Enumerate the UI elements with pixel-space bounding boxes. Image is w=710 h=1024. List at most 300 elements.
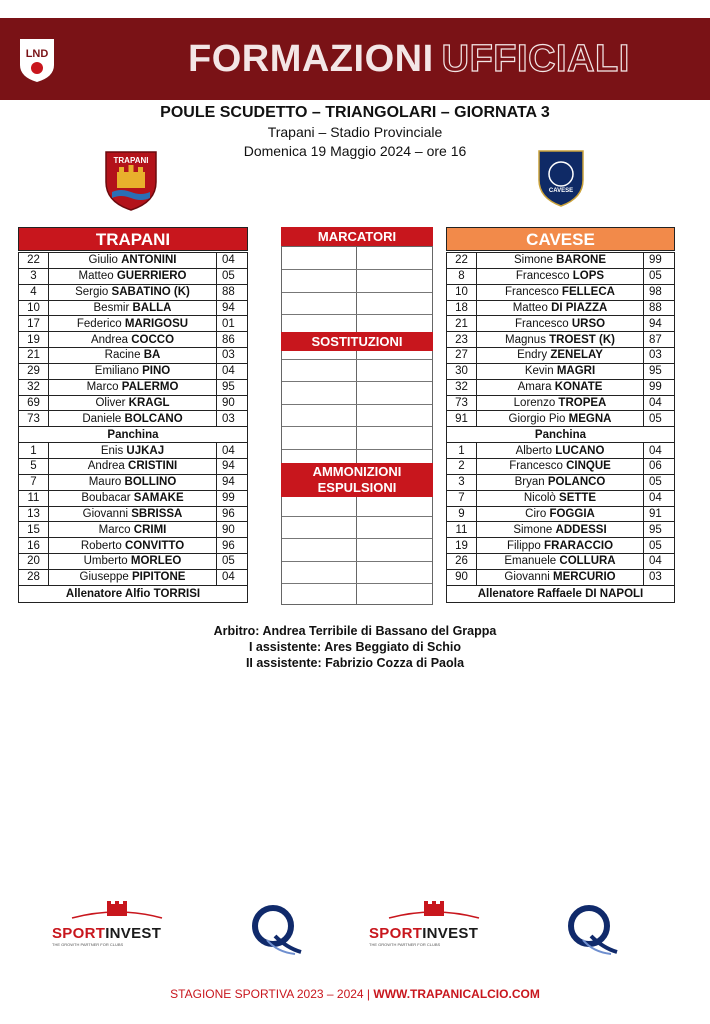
player-name [49,268,217,284]
away-bench-row [447,490,675,506]
player-name [49,395,217,411]
sportinvest-tagline-1: THE GROWTH PARTNER FOR CLUBS [52,942,124,947]
player-number: 19 [447,538,477,554]
player-last-name: SBRISSA [131,507,183,520]
player-code: 88 [644,300,675,316]
events-grid-line [282,426,432,427]
home-team-header: TRAPANI [18,227,248,251]
away-starters-row [447,300,675,316]
player-last-name: POLANCO [547,476,606,489]
player-code: 05 [644,474,675,490]
player-code: 88 [217,284,248,300]
player-code: 05 [644,268,675,284]
player-name [49,363,217,379]
player-code: 04 [644,443,675,459]
player-name [49,332,217,348]
player-last-name: ANTONINI [121,254,177,267]
away-bench-row [447,522,675,538]
player-number: 1 [447,443,477,459]
away-bench-row [447,443,675,459]
player-last-name: UJKAJ [126,444,165,457]
player-code: 99 [644,379,675,395]
player-first-name: Racine [104,349,141,362]
player-last-name: TROPEA [558,397,607,410]
player-number: 5 [19,458,49,474]
bench-label: Panchina [447,427,675,443]
player-number: 21 [19,348,49,364]
away-starters-row [447,379,675,395]
events-grid-line [282,314,432,315]
home-starters-row [19,253,248,269]
player-first-name: Daniele [82,412,122,425]
player-first-name: Enis [100,444,124,457]
home-bench-row [19,506,248,522]
player-number: 29 [19,363,49,379]
player-number: 69 [19,395,49,411]
cavese-crest [536,148,586,208]
player-number: 9 [447,506,477,522]
trapani-crest [102,148,160,212]
player-first-name: Federico [76,317,122,330]
player-code: 90 [217,522,248,538]
player-first-name: Ciro [525,507,547,520]
home-coach-row [19,585,248,602]
player-number: 1 [19,443,49,459]
player-code: 03 [217,411,248,427]
player-number: 18 [447,300,477,316]
away-bench-row [447,458,675,474]
player-code: 04 [217,569,248,585]
player-name [49,443,217,459]
player-name [49,284,217,300]
player-first-name: Francesco [514,317,569,330]
player-first-name: Marco [86,381,119,394]
player-name [477,379,644,395]
player-code: 03 [644,348,675,364]
player-number: 21 [447,316,477,332]
player-code: 86 [217,332,248,348]
player-last-name: MERCURIO [552,571,616,584]
player-number: 10 [447,284,477,300]
player-name [477,474,644,490]
player-code: 03 [217,348,248,364]
player-code: 98 [644,284,675,300]
player-code: 04 [644,490,675,506]
player-number: 91 [447,411,477,427]
player-last-name: TROEST (K) [549,333,615,346]
player-name [477,538,644,554]
away-starters-row [447,411,675,427]
player-first-name: Filippo [506,539,541,552]
player-last-name: ADDESSI [555,523,607,536]
player-name [477,284,644,300]
events-grid-line [282,583,432,584]
player-first-name: Matteo [78,270,114,283]
player-number: 2 [447,458,477,474]
footer-season: STAGIONE SPORTIVA 2023 – 2024 | [170,987,374,1001]
player-first-name: Sergio [75,286,109,299]
player-name [477,522,644,538]
player-name [49,538,217,554]
match-datetime: Domenica 19 Maggio 2024 – ore 16 [243,143,467,159]
player-last-name: DI PIAZZA [551,301,608,314]
player-first-name: Giovanni [82,507,129,520]
player-first-name: Giulio [88,254,118,267]
events-grid-line [282,449,432,450]
player-number: 19 [19,332,49,348]
player-number: 17 [19,316,49,332]
home-bench-row [19,522,248,538]
player-last-name: KRAGL [128,397,170,410]
player-code: 94 [644,316,675,332]
home-bench-row [19,458,248,474]
player-code: 95 [644,522,675,538]
events-grid-line [282,292,432,293]
player-name [477,268,644,284]
player-first-name: Matteo [512,301,548,314]
home-bench-header-row [19,427,248,443]
player-code: 05 [644,538,675,554]
away-bench-row [447,506,675,522]
away-bench-row [447,474,675,490]
player-code: 95 [644,363,675,379]
player-number: 73 [19,411,49,427]
player-code: 91 [644,506,675,522]
player-number: 3 [19,268,49,284]
player-number: 26 [447,554,477,570]
player-name [477,348,644,364]
player-number: 11 [19,490,49,506]
header-banner [0,18,710,100]
player-code: 05 [644,411,675,427]
player-number: 32 [447,379,477,395]
player-last-name: PINO [142,365,171,378]
player-name [477,363,644,379]
player-code: 94 [217,474,248,490]
substitutions-label: SOSTITUZIONI [281,332,433,351]
player-first-name: Magnus [505,333,546,346]
player-last-name: CRISTINI [128,460,178,473]
player-last-name: FELLECA [561,286,615,299]
home-starters-row [19,411,248,427]
away-starters-row [447,284,675,300]
player-name [477,253,644,269]
home-bench-row [19,490,248,506]
player-last-name: PIPITONE [131,571,186,584]
lnd-logo [16,37,58,83]
footer [0,987,710,1001]
scorers-label: MARCATORI [281,227,433,246]
away-starters-row [447,316,675,332]
away-bench-row [447,569,675,585]
player-code: 05 [217,554,248,570]
player-number: 10 [19,300,49,316]
player-first-name: Emiliano [94,365,139,378]
player-number: 13 [19,506,49,522]
player-last-name: LOPS [572,270,605,283]
player-last-name: MAGRI [556,365,596,378]
player-last-name: SAMAKE [133,492,184,505]
events-grid [281,246,433,605]
player-number: 7 [447,490,477,506]
player-name [49,490,217,506]
player-first-name: Giovanni [504,571,550,584]
away-starters-row [447,348,675,364]
player-last-name: CINQUE [566,460,611,473]
player-first-name: Lorenzo [513,397,556,410]
player-name [49,253,217,269]
player-first-name: Endry [517,349,548,362]
player-number: 20 [19,554,49,570]
sportinvest-logo-1 [52,900,182,947]
player-first-name: Mauro [88,476,122,489]
player-code: 94 [217,458,248,474]
player-name [49,316,217,332]
player-number: 7 [19,474,49,490]
player-last-name: BALLA [132,301,172,314]
player-name [49,300,217,316]
home-starters-row [19,284,248,300]
events-grid-line [282,516,432,517]
player-last-name: MARIGOSU [124,317,189,330]
banner-title-word1: FORMAZIONI [188,38,434,80]
player-code: 01 [217,316,248,332]
assistant-1: I assistente: Ares Beggiato di Schio [248,640,462,654]
away-team-header: CAVESE [446,227,675,251]
player-last-name: MEGNA [568,412,612,425]
player-code: 95 [217,379,248,395]
player-last-name: CRIMI [133,523,167,536]
cards-label [281,463,433,497]
sportinvest-wordmark-1: SPORTINVEST [52,925,162,942]
player-number: 90 [447,569,477,585]
player-name [477,458,644,474]
player-last-name: CONVITTO [124,539,185,552]
player-last-name: SABATINO (K) [111,286,190,299]
player-last-name: BARONE [556,254,607,267]
player-last-name: COLLURA [559,555,616,568]
player-name [477,395,644,411]
player-name [477,411,644,427]
home-starters-row [19,300,248,316]
player-code: 03 [644,569,675,585]
player-name [477,490,644,506]
player-first-name: Bryan [514,476,545,489]
player-first-name: Francesco [505,286,559,299]
player-last-name: ZENELAY [550,349,603,362]
player-code: 04 [217,253,248,269]
player-code: 99 [644,253,675,269]
player-last-name: BOLLINO [124,476,177,489]
away-bench-row [447,554,675,570]
player-last-name: URSO [571,317,606,330]
home-bench-row [19,443,248,459]
q-logo-1 [247,902,303,956]
player-last-name: BOLCANO [124,412,183,425]
player-name [49,506,217,522]
player-number: 30 [447,363,477,379]
away-starters-row [447,332,675,348]
player-name [49,458,217,474]
events-grid-line [282,538,432,539]
banner-title-word2: UFFICIALI [441,38,630,80]
banner-title [188,38,630,81]
home-bench-row [19,538,248,554]
player-name [49,348,217,364]
coach-name: Allenatore Alfio TORRISI [19,585,248,602]
player-number: 73 [447,395,477,411]
player-first-name: Andrea [87,460,125,473]
player-first-name: Amara [517,381,552,394]
events-grid-line [282,561,432,562]
player-last-name: GUERRIERO [116,270,187,283]
player-code: 87 [644,332,675,348]
player-last-name: COCCO [131,333,175,346]
player-name [49,474,217,490]
player-first-name: Emanuele [504,555,557,568]
player-last-name: FOGGIA [549,507,595,520]
player-name [477,506,644,522]
away-starters-row [447,253,675,269]
player-name [477,443,644,459]
home-roster [18,252,248,603]
home-starters-row [19,395,248,411]
away-bench-row [447,538,675,554]
officials [0,623,710,671]
player-number: 11 [447,522,477,538]
events-grid-line [282,359,432,360]
home-bench-row [19,474,248,490]
away-starters-row [447,363,675,379]
player-first-name: Giuseppe [79,571,129,584]
player-first-name: Roberto [80,539,122,552]
player-code: 05 [217,268,248,284]
player-number: 28 [19,569,49,585]
player-last-name: LUCANO [555,444,605,457]
player-first-name: Umberto [83,555,128,568]
player-name [49,379,217,395]
player-number: 22 [447,253,477,269]
match-venue: Trapani – Stadio Provinciale [267,124,443,140]
home-starters-row [19,348,248,364]
q-logo-2 [563,902,619,956]
events-grid-line [282,269,432,270]
away-starters-row [447,395,675,411]
assistant-2: II assistente: Fabrizio Cozza di Paola [245,656,465,670]
player-first-name: Simone [513,523,553,536]
player-number: 23 [447,332,477,348]
player-name [49,569,217,585]
away-bench-header-row [447,427,675,443]
player-name [49,411,217,427]
player-number: 27 [447,348,477,364]
player-name [49,554,217,570]
player-code: 04 [644,395,675,411]
player-name [477,554,644,570]
player-first-name: Boubacar [81,492,131,505]
player-number: 16 [19,538,49,554]
player-last-name: PALERMO [121,381,179,394]
player-first-name: Nicolò [523,492,556,505]
away-roster [446,252,675,603]
events-grid-line [282,381,432,382]
player-name [477,569,644,585]
player-first-name: Kevin [524,365,554,378]
player-first-name: Oliver [95,397,126,410]
player-last-name: FRARACCIO [544,539,614,552]
player-name [477,316,644,332]
player-last-name: KONATE [554,381,603,394]
svg-text:CAVESE: CAVESE [548,188,574,194]
home-starters-row [19,316,248,332]
player-last-name: SETTE [559,492,597,505]
player-code: 96 [217,538,248,554]
player-name [49,522,217,538]
player-number: 8 [447,268,477,284]
bench-label: Panchina [19,427,248,443]
player-first-name: Francesco [515,270,570,283]
player-code: 90 [217,395,248,411]
home-starters-row [19,268,248,284]
sportinvest-tagline-2: THE GROWTH PARTNER FOR CLUBS [369,942,441,947]
player-number: 3 [447,474,477,490]
svg-text:TRAPANI: TRAPANI [113,156,149,165]
sportinvest-castle-icon [52,900,182,920]
player-name [477,300,644,316]
home-starters-row [19,332,248,348]
sportinvest-wordmark-2: SPORTINVEST [369,925,479,942]
player-last-name: BA [143,349,161,362]
home-bench-row [19,554,248,570]
away-coach-row [447,585,675,602]
player-code: 94 [217,300,248,316]
events-grid-line [282,404,432,405]
footer-website[interactable]: WWW.TRAPANICALCIO.COM [373,987,540,1001]
svg-text:LND: LND [25,48,49,60]
cards-label-line2: ESPULSIONI [317,480,397,495]
match-title: POULE SCUDETTO – TRIANGOLARI – GIORNATA 3 [160,104,550,121]
player-first-name: Andrea [90,333,129,346]
player-number: 32 [19,379,49,395]
coach-name: Allenatore Raffaele DI NAPOLI [447,585,675,602]
player-first-name: Alberto [515,444,553,457]
player-first-name: Marco [98,523,131,536]
home-bench-row [19,569,248,585]
sportinvest-logo-2 [369,900,499,947]
sportinvest-castle-icon [369,900,499,920]
player-code: 99 [217,490,248,506]
player-number: 15 [19,522,49,538]
player-first-name: Simone [513,254,553,267]
referee: Arbitro: Andrea Terribile di Bassano del Grappa [213,624,497,638]
player-code: 06 [644,458,675,474]
home-starters-row [19,363,248,379]
player-first-name: Besmir [93,301,130,314]
player-number: 4 [19,284,49,300]
player-code: 96 [217,506,248,522]
away-starters-row [447,268,675,284]
player-number: 22 [19,253,49,269]
player-code: 04 [217,363,248,379]
player-last-name: MORLEO [130,555,182,568]
player-first-name: Giorgio Pio [508,412,566,425]
cards-label-line1: AMMONIZIONI [312,464,402,479]
player-name [477,332,644,348]
player-code: 04 [217,443,248,459]
home-starters-row [19,379,248,395]
player-first-name: Francesco [509,460,563,473]
player-code: 04 [644,554,675,570]
